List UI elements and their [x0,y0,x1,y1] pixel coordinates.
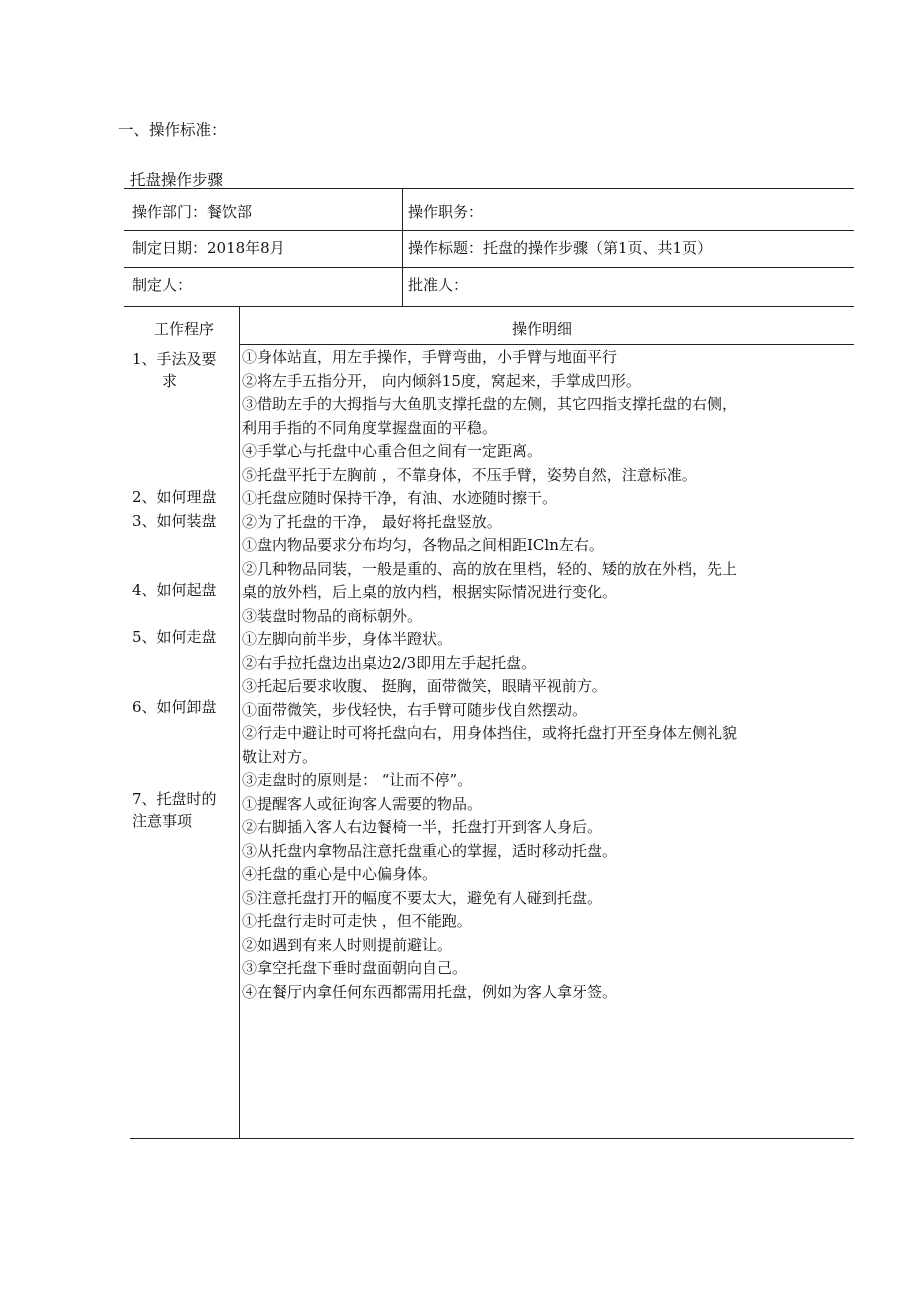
step-7-line1: 7、托盘时的 [132,790,217,808]
step-3-line1: 3、如何装盘 [132,512,217,530]
detail-line: ①面带微笑，步伐轻快，右手臂可随步伐自然摆动。 [242,700,588,719]
procedure-column-header: 工作程序 [153,320,214,338]
detail-line: ②将左手五指分开， 向内倾斜15度，窝起来，手掌成凹形。 [242,371,641,390]
details-list [242,346,822,1004]
detail-line: ③装盘时物品的商标朝外。 [242,606,423,625]
detail-line: ①左脚向前半步，身体半蹬状。 [242,630,453,648]
date-field: 制定日期：2018年8月 [132,239,285,257]
step-5 [132,626,232,648]
step-3 [132,510,232,532]
detail-line: ②右手拉托盘边出桌边2/3即用左手起托盘。 [242,653,537,672]
op-title-field: 操作标题：托盘的操作步骤（第1页、共1页） [408,239,713,257]
detail-line: 桌的放外档，后上桌的放内档，根据实际情况进行变化。 [242,583,618,601]
detail-line: ②右脚插入客人右边餐椅一半，托盘打开到客人身后。 [242,818,603,836]
detail-line: ④托盘的重心是中心偏身体。 [242,865,438,883]
step-1-line2: 求 [162,372,178,390]
detail-line: ①盘内物品要求分布均匀，各物品之间相距ICln左右。 [242,536,604,554]
detail-line: ①托盘应随时保持干净，有油、水迹随时擦干。 [242,489,558,507]
detail-line: ③拿空托盘下垂时盘面朝向自己。 [242,959,468,977]
header-rule-2 [124,267,854,268]
step-7-line2: 注意事项 [132,812,193,830]
detail-line: ①提醒客人或征询客人需要的物品。 [242,794,483,813]
header-bottom-rule [124,306,854,307]
detail-line: ④在餐厅内拿任何东西都需用托盘，例如为客人拿牙签。 [242,982,618,1001]
detail-line: 敬让对方。 [242,747,318,766]
author-field: 制定人： [132,276,193,294]
detail-line: ②几种物品同装，一般是重的、高的放在里档，轻的、矮的放在外档，先上 [242,559,738,578]
main-bottom-rule [130,1138,854,1139]
step-7 [132,788,232,832]
detail-line: ①托盘行走时可走快 ，但不能跑。 [242,912,472,930]
header-divider [402,188,403,306]
approver-field: 批准人： [408,276,469,294]
detail-line: ①身体站直，用左手操作，手臂弯曲，小手臂与地面平行 [242,348,618,366]
main-column-divider [239,306,240,1138]
step-6 [132,696,232,718]
step-1-line1: 1、手法及要 [132,350,217,368]
detail-line: ⑤托盘平托于左胸前 ，不靠身体，不压手臂，姿势自然，注意标准。 [242,465,697,484]
detail-line: ③托起后要求收腹、 挺胸，面带微笑，眼睛平视前方。 [242,677,607,695]
step-5-line1: 5、如何走盘 [132,628,217,646]
details-column-header: 操作明细 [512,320,573,338]
table-title: 托盘操作步骤 [130,171,224,189]
step-1 [132,348,232,392]
detail-line: ②为了托盘的干净， 最好将托盘竖放。 [242,512,502,531]
step-2 [132,486,232,508]
section-title: 一、操作标准： [118,121,227,139]
detail-line: ⑤注意托盘打开的幅度不要太大，避免有人碰到托盘。 [242,888,603,907]
detail-line: ③从托盘内拿物品注意托盘重心的掌握，适时移动托盘。 [242,841,618,860]
department-field: 操作部门：餐饮部 [132,203,253,221]
detail-line: 利用手指的不同角度掌握盘面的平稳。 [242,418,498,437]
step-2-line1: 2、如何理盘 [132,488,217,506]
detail-line: ②行走中避让时可将托盘向右，用身体挡住，或将托盘打开至身体左侧礼貌 [242,724,738,742]
step-4-line1: 4、如何起盘 [132,581,217,599]
detail-line: ③走盘时的原则是： “让而不停”。 [242,771,473,789]
detail-line: ④手掌心与托盘中心重合但之间有一定距离。 [242,442,543,460]
position-field: 操作职务： [408,203,484,221]
detail-line: ③借助左手的大拇指与大鱼肌支撑托盘的左侧，其它四指支撑托盘的右侧， [242,395,738,413]
step-4 [132,579,232,601]
main-header-rule [240,344,854,345]
detail-line: ②如遇到有来人时则提前避让。 [242,935,453,954]
header-top-rule [124,188,854,189]
step-6-line1: 6、如何卸盘 [132,698,217,716]
header-rule-1 [124,230,854,231]
